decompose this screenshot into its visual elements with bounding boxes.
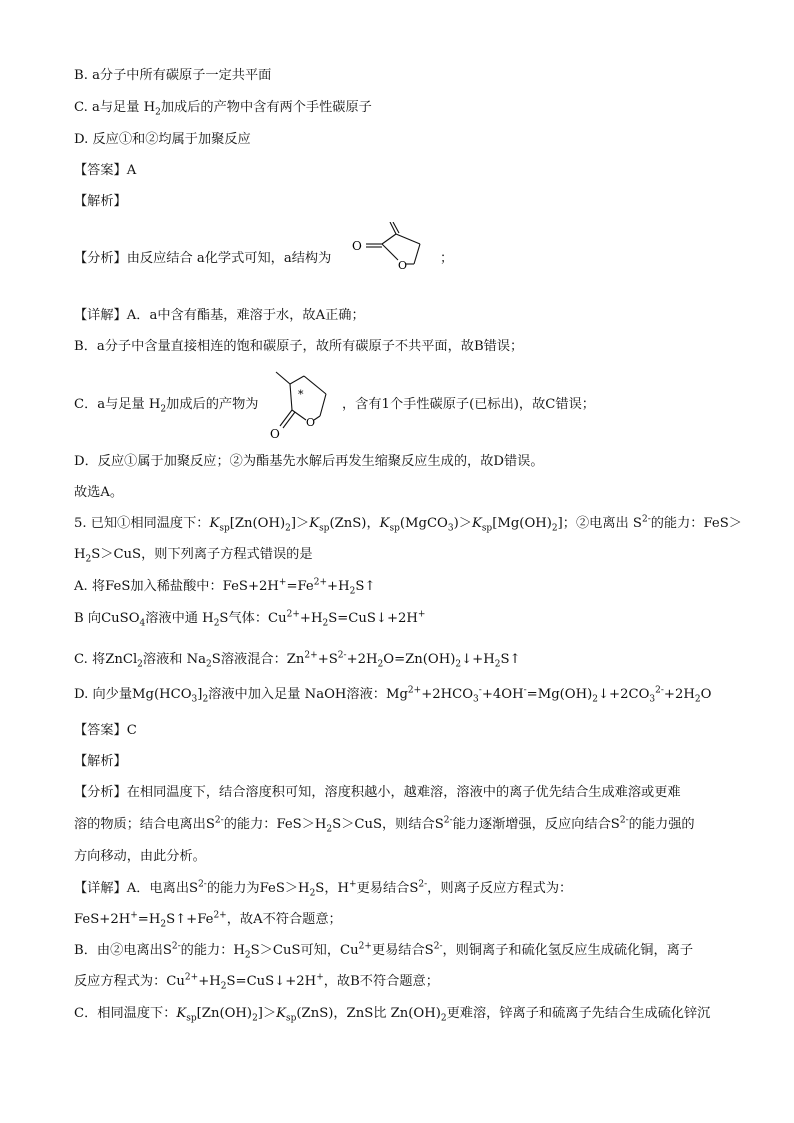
fenxi-1: 【分析】由反应结合 a化学式可知，a结构为 — [74, 251, 332, 266]
atom-o: O — [306, 416, 316, 429]
atom-o: O — [270, 427, 280, 441]
option-b: B. a分子中所有碳原子一定共平面 — [74, 68, 272, 83]
question-5-option-b[interactable]: B 向CuSO$_4$溶液中通 $H_2S$气体：$Cu^{2+}+H_2S=CuS↓+2H^+$ — [74, 609, 426, 629]
xiangjie-2-c-line-1: C．相同温度下：$K_{sp}[Zn(OH)_2]>K_{sp}(ZnS)$，ZnS比 $Zn(OH)_2$更难溶，锌离子和硫离子先结合生成硫化锌沉 — [74, 1006, 711, 1024]
fenxi-1-end: ； — [440, 251, 454, 266]
xiangjie-d: D．反应①属于加聚反应；②为酯基先水解后再发生缩聚反应生成的，故D错误。 — [74, 454, 544, 469]
fenxi-2-line-1: 【分析】在相同温度下，结合溶度积可知，溶度积越小，越难溶，溶液中的离子优先结合生成难溶或更难 — [74, 785, 681, 800]
xiangjie-a: 【详解】A．a中含有酯基，难溶于水，故A正确； — [74, 308, 365, 323]
chiral-star: * — [298, 388, 304, 401]
answer-label-1: 【答案】A — [74, 163, 137, 178]
xiangjie-2-b-line-2: 反应方程式为：$Cu^{2+}+H_2S=CuS↓+2H^+$，故B不符合题意； — [74, 972, 439, 992]
fenxi-2-line-2: 溶的物质；结合电离出$S^{2-}$的能力：$FeS>H_2S>CuS$，则结合$S^{2-}$能力逐渐增强，反应向结合$S^{2-}$的能力强的 — [74, 815, 695, 835]
question-5-option-d[interactable]: D. 向少量$Mg(HCO_3]_2$溶液中加入足量 NaOH溶液：$Mg^{2+}+2HCO_3^-+4OH^-=Mg(OH)_2↓+2CO_3^{2-}+2H_2O$ — [74, 685, 712, 705]
question-5-option-a[interactable]: A. 将FeS加入稀盐酸中：$FeS+2H^+=Fe^{2+}+H_2S↑$ — [74, 577, 376, 597]
structure-product-icon — [268, 364, 348, 442]
fenxi-2-line-3: 方向移动，由此分析。 — [74, 849, 206, 864]
xiangjie-b: B．a分子中含量直接相连的饱和碳原子，故所有碳原子不共平面，故B错误； — [74, 339, 524, 354]
xiangjie-2-a-line-1: 【详解】A．电离出$S^{2-}$的能力为$FeS>H_2S$，H+更易结合$S^{2-}$，则离子反应方程式为： — [74, 879, 573, 899]
atom-o: O — [398, 259, 408, 272]
question-5-option-c[interactable]: C. 将ZnCl$_2$溶液和 $Na_2S$溶液混合：$Zn^{2+}+S^{2-}+2H_2O=Zn(OH)_2↓+H_2S↑$ — [74, 650, 521, 670]
xiangjie-2-b-line-1: B．由②电离出$S^{2-}$的能力：$H_2S>CuS$可知，$Cu^{2+}$更易结合$S^{2-}$，则铜离子和硫化氢反应生成硫化铜，离子 — [74, 941, 694, 961]
option-c: C. a与足量 $H_2$加成后的产物中含有两个手性碳原子 — [74, 100, 372, 118]
question-5-line-1: 5. 已知①相同温度下：$K_{sp}[Zn(OH)_2]>K_{sp}(ZnS)$，$K_{sp}(MgCO_3)>K_{sp}[Mg(OH)_2]$；②电离出 $S^{2-}$的能力：FeS＞ — [74, 514, 742, 534]
analysis-label-2: 【解析】 — [74, 754, 127, 769]
answer-label-2: 【答案】C — [74, 723, 137, 738]
xiangjie-c: C．a与足量 $H_2$加成后的产物为 — [74, 397, 259, 415]
option-d: D. 反应①和②均属于加聚反应 — [74, 132, 251, 147]
conclusion-1: 故选A。 — [74, 485, 124, 500]
analysis-label-1: 【解析】 — [74, 194, 127, 209]
atom-o: O — [352, 239, 362, 253]
xiangjie-c-end: ，含有1个手性碳原子(已标出)，故C错误； — [342, 397, 595, 412]
question-5-line-2: $H_2S>CuS$，则下列离子方程式错误的是 — [74, 547, 313, 565]
structure-a-icon — [346, 222, 436, 272]
xiangjie-2-a-line-2: $FeS+2H^+=H_2S↑+Fe^{2+}$，故A不符合题意； — [74, 910, 342, 930]
